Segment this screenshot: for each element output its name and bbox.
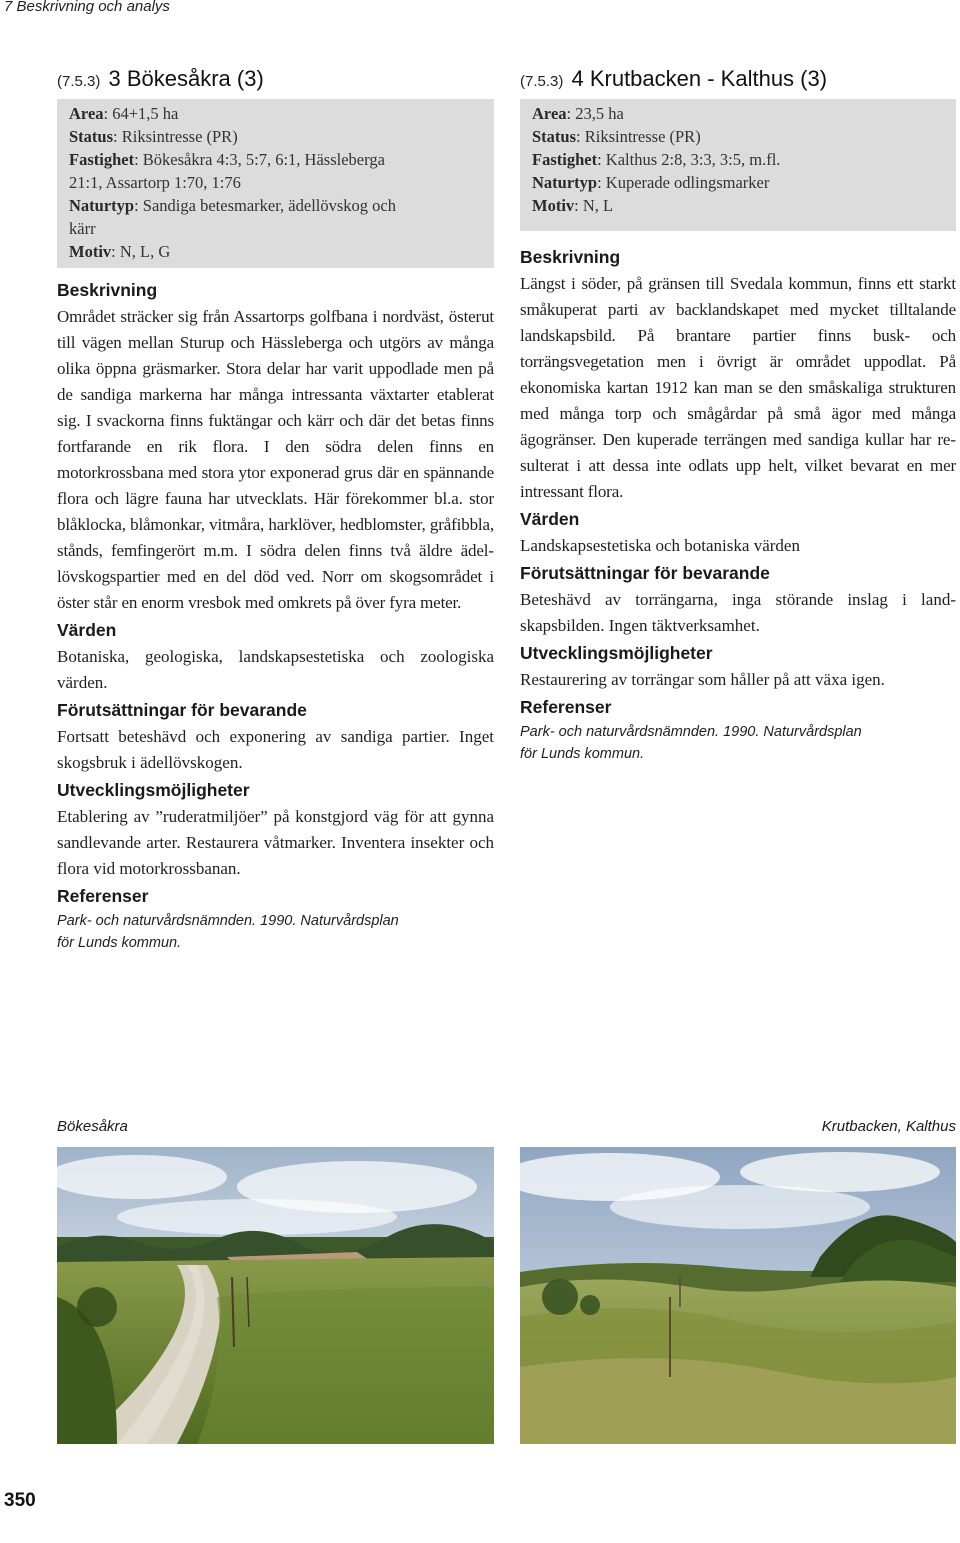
beskrivning-text: Området sträcker sig från Assartorps golfbana i nordväst, österut till vägen mellan Sturup och Hässleberga och utgörs av många olika öppna gräsmarker. Stora delar har varit uppodlade men på de sandiga markerna har många intressanta växtarter etablerat sig. I svackorna finns fuktängar och kärr och där det betas finns fortfarande en rik flora. I den södra delen finns en motorkrossbana med stora ytor exponerad grus där en spännande flora och lägre fauna har utvecklats. Här förekommer bl.a. stor blåklocka, blåmonkar, vitmåra, harklöver, hedblomster, gråfibbla, stånds, femfingerört m.m. I södra delen finns två äldre ädellövskogspartier med en del död ved. Norr om skogsområdet i öster står en enorm vresbok med omkrets på över fyra meter. <box>57 307 494 612</box>
motiv-value: : N, L, G <box>111 242 171 261</box>
reference-line: Park- och naturvårdsnämnden. 1990. Naturvårdsplan <box>57 913 399 929</box>
beskrivning-text: Längst i söder, på gränsen till Svedala kommun, finns ett starkt småkuperat parti av backlandskapet med mycket tilltalande landskapsbild. På brantare partier finns busk- och torrängsvegetation men i övrigt är området uppodlat. På ekonomiska kartan 1912 kan man se den småskaliga strukturen med många torp och smågårdar på små ägor med många ägogränser. Den kuperade terrängen med sandiga kullar har resulterat i att dessa inte odlats upp helt, vilket bevarat en mer intressant flora. <box>520 274 956 501</box>
beskrivning-heading: Beskrivning <box>520 247 621 267</box>
status-value: : Riksintresse (PR) <box>576 127 701 146</box>
naturtyp-label: Naturtyp <box>532 173 598 192</box>
area-value: : 64+1,5 ha <box>103 104 179 123</box>
naturtyp-value-cont: kärr <box>69 219 96 238</box>
site-title <box>57 62 494 99</box>
photo-caption-right: Krutbacken, Kalthus <box>821 1118 956 1135</box>
status-label: Status <box>69 127 114 146</box>
varden-text: Botaniska, geologiska, landskapsestetiska och zoologiska värden. <box>57 647 494 692</box>
varden-heading: Värden <box>520 509 580 529</box>
reference-line: Park- och naturvårdsnämnden. 1990. Naturvårdsplan <box>520 724 862 740</box>
fastighet-label: Fastighet <box>532 150 598 169</box>
fastighet-value-cont: 21:1, Assartorp 1:70, 1:76 <box>69 173 241 192</box>
motiv-label: Motiv <box>69 242 112 261</box>
status-value: : Riksintresse (PR) <box>113 127 238 146</box>
fastighet-value: : Bökesåkra 4:3, 5:7, 6:1, Hässleberga <box>134 150 385 169</box>
referenser-heading: Referenser <box>57 886 149 906</box>
running-header: 7 Beskrivning och analys <box>4 0 170 15</box>
area-label: Area <box>69 104 104 123</box>
varden-text: Landskapsestetiska och botaniska värden <box>520 536 800 555</box>
status-label: Status <box>532 127 577 146</box>
reference-line-cont: för Lunds kommun. <box>57 935 182 951</box>
gravel-road-landscape-image <box>57 1147 494 1444</box>
motiv-value: : N, L <box>574 196 614 215</box>
utveckling-heading: Utvecklingsmöjligheter <box>57 780 250 800</box>
reference-line-cont: för Lunds kommun. <box>520 746 645 762</box>
fastighet-value: : Kalthus 2:8, 3:3, 3:5, m.fl. <box>597 150 781 169</box>
referenser-heading: Referenser <box>520 697 612 717</box>
site-name: 4 Krutbacken - Kalthus (3) <box>571 66 828 91</box>
photo-caption-left: Bökesåkra <box>57 1118 128 1135</box>
forutsattningar-text: Fortsatt beteshävd och exponering av sandiga partier. Inget skogsbruk i ädellövskogen. <box>57 727 494 772</box>
beskrivning-heading: Beskrivning <box>57 280 158 300</box>
site-column-bokesakra <box>57 62 494 954</box>
hilly-pasture-landscape-image <box>520 1147 956 1444</box>
utveckling-heading: Utvecklingsmöjligheter <box>520 643 713 663</box>
forutsattningar-text: Beteshävd av torrängarna, inga störande inslag i landskapsbilden. Ingen täktverksamhet. <box>520 590 956 635</box>
forutsattningar-heading: Förutsättningar för bevarande <box>520 563 770 583</box>
area-label: Area <box>532 104 567 123</box>
varden-heading: Värden <box>57 620 117 640</box>
site-name: 3 Bökesåkra (3) <box>108 66 264 91</box>
site-info-box <box>57 99 494 268</box>
site-column-krutbacken <box>520 62 956 765</box>
area-value: : 23,5 ha <box>566 104 624 123</box>
photo-krutbacken-kalthus <box>520 1147 956 1444</box>
utveckling-text: Restaurering av torrängar som håller på att växa igen. <box>520 670 885 689</box>
utveckling-text: Etablering av ”ruderatmiljöer” på konstgjord väg för att gynna sandlevande arter. Restaurera våtmarker. Inventera insekter och flora vid motorkrossbanan. <box>57 807 494 878</box>
naturtyp-value: : Sandiga betesmarker, ädellövskog och <box>134 196 396 215</box>
page-number: 350 <box>4 1490 36 1511</box>
site-info-box <box>520 99 956 231</box>
naturtyp-label: Naturtyp <box>69 196 135 215</box>
section-number: (7.5.3) <box>57 73 101 90</box>
photo-bokesakra <box>57 1147 494 1444</box>
site-title <box>520 62 956 99</box>
motiv-label: Motiv <box>532 196 575 215</box>
section-number: (7.5.3) <box>520 73 564 90</box>
fastighet-label: Fastighet <box>69 150 135 169</box>
naturtyp-value: : Kuperade odlingsmarker <box>597 173 770 192</box>
forutsattningar-heading: Förutsättningar för bevarande <box>57 700 307 720</box>
